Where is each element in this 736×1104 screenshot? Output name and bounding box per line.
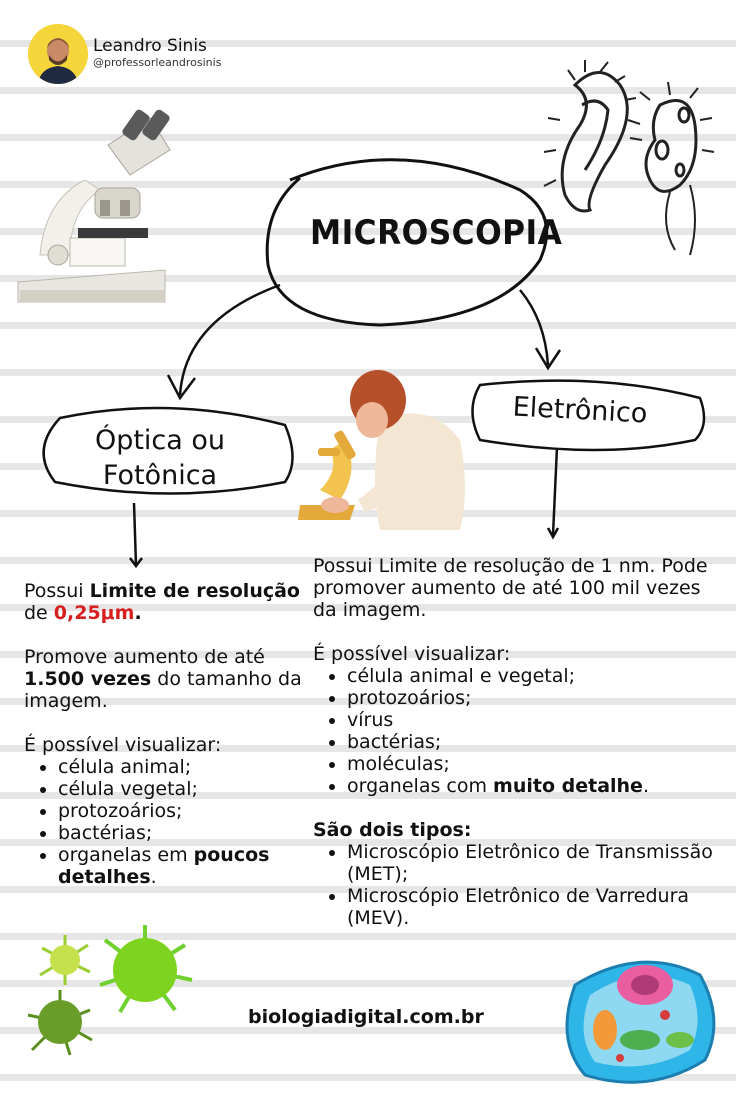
list-item: • protozoários;: [58, 800, 304, 822]
author-handle: @professorleandrosinis: [93, 56, 222, 69]
optica-label-line2: Fotônica: [102, 460, 218, 491]
microscope-illustration: [18, 108, 171, 302]
optica-list: [24, 756, 304, 888]
optica-visualize-heading: É possível visualizar:: [24, 734, 222, 756]
list-item: • bactérias;: [347, 731, 718, 753]
virus-illustration: [28, 925, 192, 1055]
list-item: • vírus: [347, 709, 718, 731]
types-heading: [313, 819, 718, 841]
text-segment: de: [24, 602, 54, 624]
page-title: MICROSCOPIA: [310, 213, 563, 253]
text-segment: Possui: [24, 580, 90, 602]
text-segment: Promove aumento de até: [24, 646, 265, 668]
optica-label-line1: Óptica ou: [94, 425, 226, 456]
list-item: • Microscópio Eletrônico de Varredura (MEV).: [347, 885, 718, 929]
eletronico-visualize-heading: É possível visualizar:: [313, 643, 511, 665]
list-item: • célula vegetal;: [58, 778, 304, 800]
text-bold: Limite de resolução: [89, 580, 300, 602]
text-segment: do tamanho da imagem.: [24, 668, 302, 712]
types-list: [313, 841, 718, 929]
list-item: • célula animal e vegetal;: [347, 665, 718, 687]
list-item: [58, 844, 304, 888]
cell-illustration: [567, 962, 714, 1082]
optica-resolution: [24, 580, 304, 624]
text-bold: São dois tipos:: [313, 819, 472, 841]
text-segment: .: [134, 602, 142, 624]
eletronico-description: [313, 555, 718, 929]
text-bold: poucos detalhes: [58, 844, 270, 888]
eletronico-label: Eletrônico: [511, 391, 649, 430]
text-segment: .: [642, 775, 649, 797]
author-name: Leandro Sinis: [93, 36, 207, 56]
eletronico-list: [313, 665, 718, 797]
text-segment: organelas com: [347, 775, 494, 797]
text-segment: .: [150, 866, 157, 888]
footer-url: biologiadigital.com.br: [248, 1006, 484, 1028]
list-item: • Microscópio Eletrônico de Transmissão (MET);: [347, 841, 718, 885]
optica-label: [60, 423, 260, 493]
text-segment: organelas em: [58, 844, 194, 866]
resolution-value: 0,25μm: [53, 602, 135, 624]
list-item: • protozoários;: [347, 687, 718, 709]
list-item: • moléculas;: [347, 753, 718, 775]
list-item: [347, 775, 718, 797]
optica-magnification: [24, 646, 304, 712]
list-item: • bactérias;: [58, 822, 304, 844]
optica-description: [24, 580, 304, 888]
eletronico-resolution: Possui Limite de resolução de 1 nm. Pode promover aumento de até 100 mil vezes da imagem.: [313, 555, 708, 621]
bacteria-illustration: [544, 60, 714, 255]
text-bold: 1.500 vezes: [24, 668, 152, 690]
list-item: • célula animal;: [58, 756, 304, 778]
scientist-illustration: [298, 370, 465, 530]
text-bold: muito detalhe: [493, 775, 643, 797]
